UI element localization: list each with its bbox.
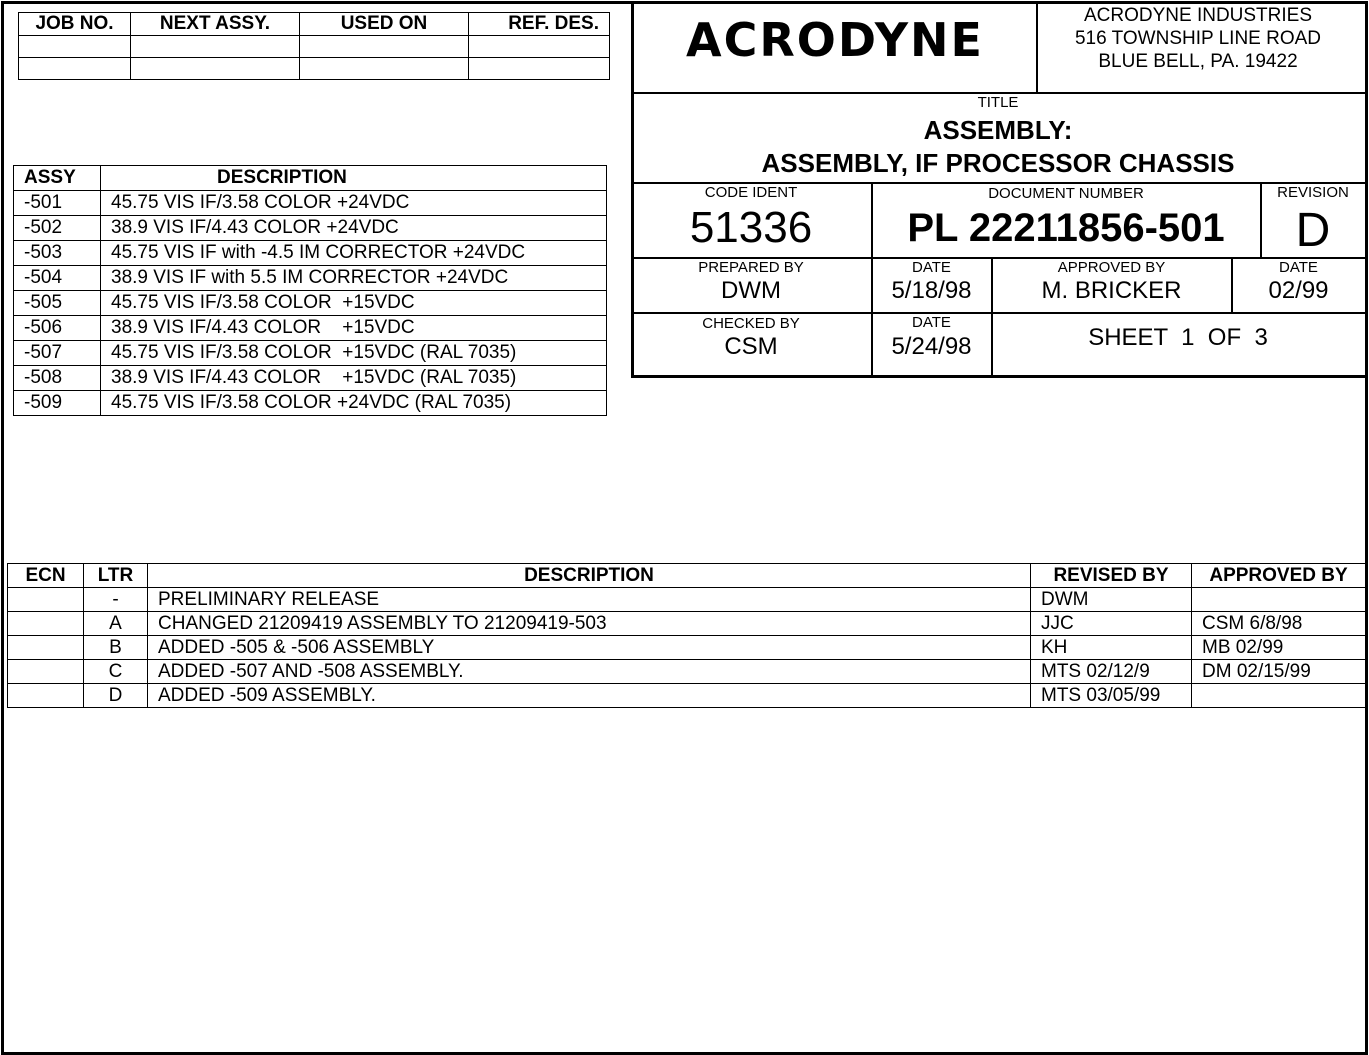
ref-des-cell [469, 58, 610, 80]
title-label: TITLE [977, 94, 1019, 111]
assembly-row [14, 316, 607, 341]
approved-date-divider [1231, 258, 1233, 313]
assembly-header-row [14, 166, 607, 191]
checked-by-label: CHECKED BY [702, 315, 800, 332]
approved-date-value: 02/99 [1268, 277, 1329, 304]
assy-number: -508 [14, 366, 101, 391]
code-ident-value: 51336 [689, 203, 813, 252]
revision-letter: C [84, 660, 148, 684]
revision-row [8, 588, 1366, 612]
approved-by [1192, 588, 1366, 612]
assy-description: 38.9 VIS IF/4.43 COLOR +24VDC [101, 216, 607, 241]
assembly-row [14, 341, 607, 366]
ecn-cell [8, 684, 84, 708]
revision-label: REVISION [1277, 184, 1349, 201]
prepared-by-value: DWM [721, 277, 781, 304]
assembly-row [14, 366, 607, 391]
assy-description: 38.9 VIS IF/4.43 COLOR +15VDC (RAL 7035) [101, 366, 607, 391]
assembly-row [14, 191, 607, 216]
ecn-cell [8, 636, 84, 660]
title-line1: ASSEMBLY: [923, 115, 1073, 145]
revision-divider [1260, 183, 1262, 258]
company-logo: ACRODYNE [686, 13, 984, 67]
assy-number: -501 [14, 191, 101, 216]
job-block-row [19, 58, 610, 80]
revision-description: ADDED -507 AND -508 ASSEMBLY. [148, 660, 1031, 684]
assy-number: -503 [14, 241, 101, 266]
company-address-line1: 516 TOWNSHIP LINE ROAD [1074, 28, 1322, 49]
approved-by [1192, 684, 1366, 708]
approved-by: CSM 6/8/98 [1192, 612, 1366, 636]
revision-header-row [8, 564, 1366, 588]
ecn-header: ECN [8, 564, 84, 588]
assembly-row [14, 241, 607, 266]
used-on-cell [300, 36, 469, 58]
description-header: DESCRIPTION [148, 564, 1031, 588]
job-block-row [19, 36, 610, 58]
revision-row [8, 636, 1366, 660]
approved-date-label: DATE [1279, 259, 1318, 276]
code-ident-divider [871, 183, 873, 376]
revision-description: CHANGED 21209419 ASSEMBLY TO 21209419-503 [148, 612, 1031, 636]
prepared-date-label: DATE [912, 259, 951, 276]
ref-des-header: REF. DES. [469, 13, 610, 36]
revision-value: D [1295, 204, 1331, 257]
revised-by: KH [1031, 636, 1192, 660]
revised-by: JJC [1031, 612, 1192, 636]
approved-by-label: APPROVED BY [1057, 259, 1166, 276]
revised-by-header: REVISED BY [1031, 564, 1192, 588]
document-number-value: PL 22211856-501 [907, 206, 1225, 250]
title-line2: ASSEMBLY, IF PROCESSOR CHASSIS [761, 148, 1235, 178]
ecn-cell [8, 660, 84, 684]
assembly-row [14, 291, 607, 316]
revision-letter: - [84, 588, 148, 612]
assy-description: 45.75 VIS IF with -4.5 IM CORRECTOR +24VDC [101, 241, 607, 266]
revision-history-table [7, 563, 1366, 708]
assy-description: 45.75 VIS IF/3.58 COLOR +15VDC [101, 291, 607, 316]
assy-description: 38.9 VIS IF/4.43 COLOR +15VDC [101, 316, 607, 341]
ltr-header: LTR [84, 564, 148, 588]
approved-by: MB 02/99 [1192, 636, 1366, 660]
checked-date-value: 5/24/98 [891, 333, 972, 360]
logo-divider [1036, 2, 1038, 93]
revision-letter: D [84, 684, 148, 708]
assembly-row [14, 216, 607, 241]
assy-header: ASSY [14, 166, 101, 191]
code-ident-label: CODE IDENT [704, 184, 798, 201]
assembly-row [14, 391, 607, 416]
next-assy-header: NEXT ASSY. [131, 13, 300, 36]
date-divider [991, 258, 993, 376]
revision-row [8, 612, 1366, 636]
next-assy-cell [131, 58, 300, 80]
assy-number: -504 [14, 266, 101, 291]
checked-by-value: CSM [724, 333, 778, 360]
assy-number: -507 [14, 341, 101, 366]
checked-divider [632, 312, 1365, 314]
checked-date-label: DATE [912, 314, 951, 331]
revision-description: PRELIMINARY RELEASE [148, 588, 1031, 612]
assy-number: -505 [14, 291, 101, 316]
assy-number: -506 [14, 316, 101, 341]
company-address-line2: BLUE BELL, PA. 19422 [1098, 51, 1298, 72]
ecn-cell [8, 612, 84, 636]
assy-number: -509 [14, 391, 101, 416]
assy-description: 45.75 VIS IF/3.58 COLOR +15VDC (RAL 7035) [101, 341, 607, 366]
assy-number: -502 [14, 216, 101, 241]
approved-by: DM 02/15/99 [1192, 660, 1366, 684]
assembly-row [14, 266, 607, 291]
prepared-by-label: PREPARED BY [698, 259, 804, 276]
description-header: DESCRIPTION [101, 166, 607, 191]
next-assy-cell [131, 36, 300, 58]
revised-by: MTS 02/12/9 [1031, 660, 1192, 684]
revision-row [8, 660, 1366, 684]
assy-description: 45.75 VIS IF/3.58 COLOR +24VDC (RAL 7035) [101, 391, 607, 416]
assy-description: 45.75 VIS IF/3.58 COLOR +24VDC [101, 191, 607, 216]
company-name: ACRODYNE INDUSTRIES [1083, 5, 1313, 26]
used-on-cell [300, 58, 469, 80]
prepared-date-value: 5/18/98 [891, 277, 972, 304]
job-no-cell [19, 36, 131, 58]
revised-by: MTS 03/05/99 [1031, 684, 1192, 708]
assembly-table [13, 165, 607, 416]
revision-letter: A [84, 612, 148, 636]
revision-row [8, 684, 1366, 708]
job-block-table [18, 12, 610, 80]
revised-by: DWM [1031, 588, 1192, 612]
job-no-cell [19, 58, 131, 80]
job-no-header: JOB NO. [19, 13, 131, 36]
sheet-number: SHEET 1 OF 3 [1088, 324, 1268, 351]
revision-description: ADDED -509 ASSEMBLY. [148, 684, 1031, 708]
ecn-cell [8, 588, 84, 612]
approved-by-header: APPROVED BY [1192, 564, 1366, 588]
job-block-header-row [19, 13, 610, 36]
document-number-label: DOCUMENT NUMBER [988, 185, 1144, 202]
used-on-header: USED ON [300, 13, 469, 36]
revision-description: ADDED -505 & -506 ASSEMBLY [148, 636, 1031, 660]
approved-by-value: M. BRICKER [1041, 277, 1182, 304]
assy-description: 38.9 VIS IF with 5.5 IM CORRECTOR +24VDC [101, 266, 607, 291]
revision-letter: B [84, 636, 148, 660]
ref-des-cell [469, 36, 610, 58]
